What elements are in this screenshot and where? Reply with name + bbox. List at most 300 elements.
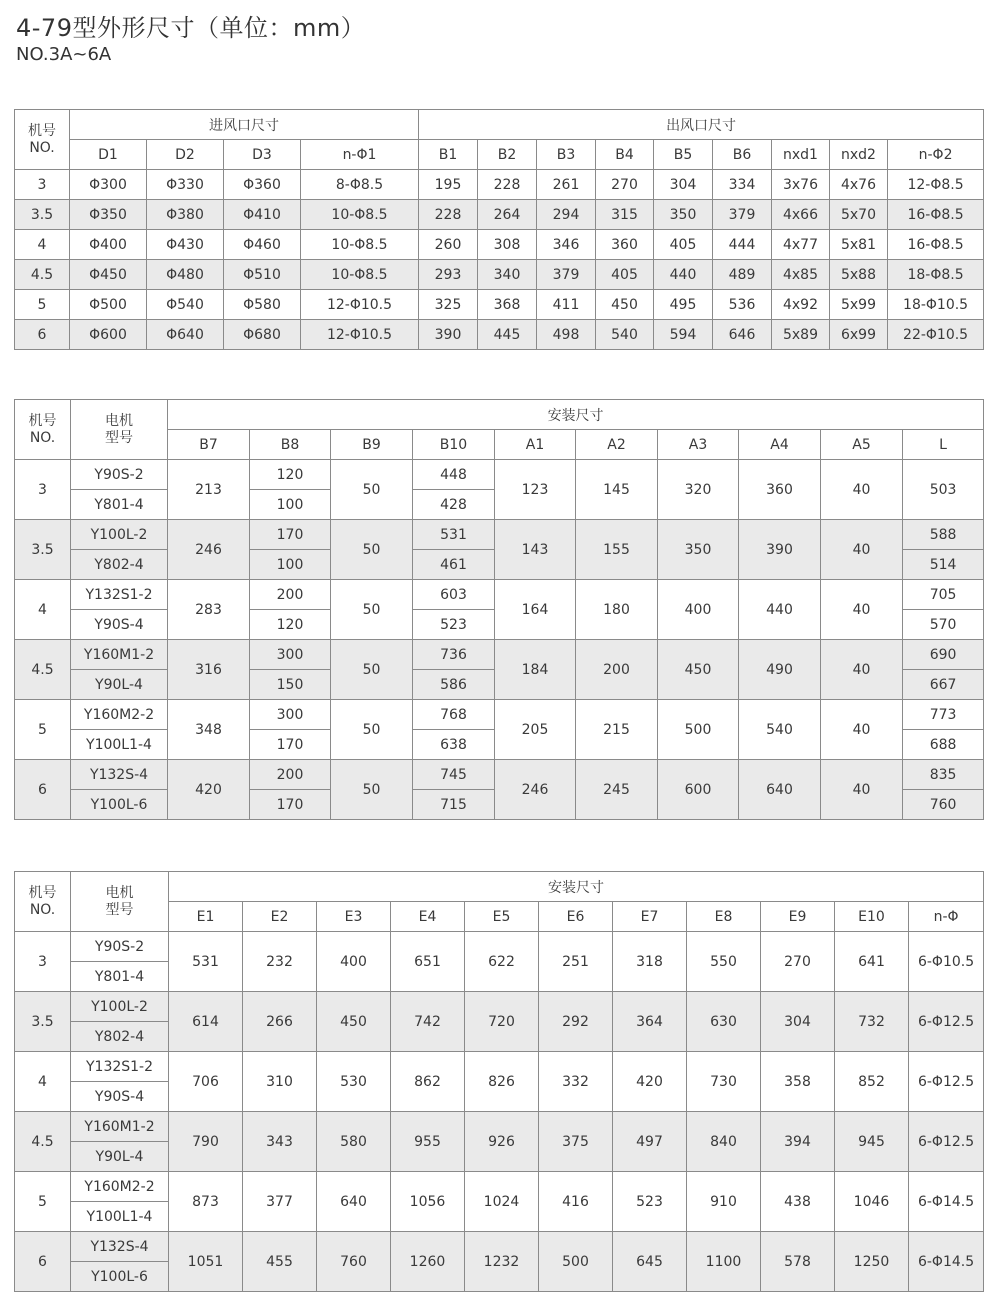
value-cell: 379: [537, 260, 596, 290]
motor-model-cell: Y160M1-2: [71, 1112, 169, 1142]
value-cell: 1046: [835, 1172, 909, 1232]
column-header: n-Φ: [909, 902, 984, 932]
value-cell: 603: [413, 580, 495, 610]
machine-no-header-line1: 机号: [28, 884, 57, 901]
column-header: E6: [539, 902, 613, 932]
column-header: E10: [835, 902, 909, 932]
value-cell: 293: [419, 260, 478, 290]
column-header: nxd1: [772, 140, 830, 170]
machine-no-header-line2: NO.: [29, 139, 55, 156]
value-cell: 720: [465, 992, 539, 1052]
machine-no-cell: 5: [15, 700, 71, 760]
value-cell: 100: [250, 490, 331, 520]
value-cell: 390: [739, 520, 821, 580]
value-cell: 411: [537, 290, 596, 320]
value-cell: 715: [413, 790, 495, 820]
machine-no-cell: 4.5: [15, 260, 70, 290]
machine-no-cell: 5: [15, 290, 70, 320]
value-cell: Φ680: [224, 320, 301, 350]
outlet-group-header: 出风口尺寸: [419, 110, 984, 140]
value-cell: Φ540: [147, 290, 224, 320]
value-cell: 170: [250, 730, 331, 760]
value-cell: 498: [537, 320, 596, 350]
machine-no-cell: 3: [15, 932, 71, 992]
machine-no-header: [15, 400, 71, 460]
value-cell: 170: [250, 790, 331, 820]
column-header: E1: [169, 902, 243, 932]
machine-no-cell: 6: [15, 320, 70, 350]
value-cell: 448: [413, 460, 495, 490]
value-cell: 523: [413, 610, 495, 640]
table-row: [15, 260, 984, 290]
value-cell: 440: [739, 580, 821, 640]
table-row: [15, 460, 984, 490]
value-cell: 455: [243, 1232, 317, 1292]
value-cell: 400: [317, 932, 391, 992]
value-cell: 945: [835, 1112, 909, 1172]
value-cell: 200: [250, 580, 331, 610]
motor-model-cell: Y802-4: [71, 550, 168, 580]
value-cell: Φ410: [224, 200, 301, 230]
value-cell: 340: [478, 260, 537, 290]
motor-model-cell: Y160M2-2: [71, 700, 168, 730]
table-row: [15, 1112, 984, 1142]
value-cell: 450: [317, 992, 391, 1052]
value-cell: 500: [658, 700, 739, 760]
value-cell: 10-Φ8.5: [301, 260, 419, 290]
column-header: E2: [243, 902, 317, 932]
column-header: B5: [654, 140, 713, 170]
column-header: A3: [658, 430, 739, 460]
value-cell: 143: [495, 520, 576, 580]
column-header: E4: [391, 902, 465, 932]
value-cell: 50: [331, 580, 413, 640]
value-cell: 530: [317, 1052, 391, 1112]
value-cell: 742: [391, 992, 465, 1052]
value-cell: 1100: [687, 1232, 761, 1292]
value-cell: 5x99: [830, 290, 888, 320]
table-row: [15, 200, 984, 230]
value-cell: 651: [391, 932, 465, 992]
machine-no-header: [15, 110, 70, 170]
value-cell: 360: [739, 460, 821, 520]
value-cell: 100: [250, 550, 331, 580]
value-cell: 310: [243, 1052, 317, 1112]
machine-no-cell: 4: [15, 580, 71, 640]
value-cell: 1232: [465, 1232, 539, 1292]
value-cell: 705: [903, 580, 984, 610]
value-cell: 450: [596, 290, 654, 320]
value-cell: 614: [169, 992, 243, 1052]
value-cell: 50: [331, 640, 413, 700]
value-cell: 215: [576, 700, 658, 760]
value-cell: 346: [537, 230, 596, 260]
motor-model-cell: Y100L-2: [71, 992, 169, 1022]
value-cell: 826: [465, 1052, 539, 1112]
value-cell: 420: [168, 760, 250, 820]
value-cell: 645: [613, 1232, 687, 1292]
value-cell: 536: [713, 290, 772, 320]
column-header: A2: [576, 430, 658, 460]
table-row: [15, 290, 984, 320]
value-cell: 1250: [835, 1232, 909, 1292]
value-cell: 736: [413, 640, 495, 670]
machine-no-cell: 4: [15, 1052, 71, 1112]
value-cell: 12-Φ10.5: [301, 290, 419, 320]
value-cell: 228: [478, 170, 537, 200]
column-header: D3: [224, 140, 301, 170]
value-cell: 292: [539, 992, 613, 1052]
value-cell: 200: [250, 760, 331, 790]
value-cell: 16-Φ8.5: [888, 200, 984, 230]
machine-no-header-line2: NO.: [29, 901, 56, 918]
value-cell: 300: [250, 700, 331, 730]
motor-model-cell: Y802-4: [71, 1022, 169, 1052]
value-cell: 22-Φ10.5: [888, 320, 984, 350]
value-cell: 261: [537, 170, 596, 200]
value-cell: 840: [687, 1112, 761, 1172]
value-cell: 1056: [391, 1172, 465, 1232]
value-cell: 690: [903, 640, 984, 670]
motor-model-cell: Y801-4: [71, 962, 169, 992]
value-cell: Φ600: [70, 320, 147, 350]
machine-no-cell: 3.5: [15, 200, 70, 230]
value-cell: 40: [821, 520, 903, 580]
value-cell: 270: [761, 932, 835, 992]
value-cell: 18-Φ10.5: [888, 290, 984, 320]
value-cell: 773: [903, 700, 984, 730]
motor-model-cell: Y90S-4: [71, 1082, 169, 1112]
table-row: [15, 992, 984, 1022]
value-cell: 170: [250, 520, 331, 550]
value-cell: 570: [903, 610, 984, 640]
column-header: D1: [70, 140, 147, 170]
value-cell: 732: [835, 992, 909, 1052]
value-cell: 350: [654, 200, 713, 230]
value-cell: 50: [331, 700, 413, 760]
value-cell: 630: [687, 992, 761, 1052]
column-header: B2: [478, 140, 537, 170]
value-cell: 6-Φ12.5: [909, 1112, 984, 1172]
value-cell: 251: [539, 932, 613, 992]
column-header: D2: [147, 140, 224, 170]
value-cell: Φ500: [70, 290, 147, 320]
value-cell: 667: [903, 670, 984, 700]
page-title: 4-79型外形尺寸（单位：mm）: [16, 14, 366, 42]
motor-model-cell: Y132S1-2: [71, 580, 168, 610]
value-cell: 450: [658, 640, 739, 700]
value-cell: Φ350: [70, 200, 147, 230]
value-cell: 40: [821, 580, 903, 640]
column-header: n-Φ1: [301, 140, 419, 170]
value-cell: 308: [478, 230, 537, 260]
installation-dimensions-table-e: [14, 871, 984, 1292]
table-row: [15, 700, 984, 730]
value-cell: 405: [654, 230, 713, 260]
value-cell: 3x76: [772, 170, 830, 200]
value-cell: 6-Φ10.5: [909, 932, 984, 992]
value-cell: Φ450: [70, 260, 147, 290]
value-cell: 910: [687, 1172, 761, 1232]
value-cell: 343: [243, 1112, 317, 1172]
value-cell: Φ380: [147, 200, 224, 230]
column-header: E8: [687, 902, 761, 932]
value-cell: 550: [687, 932, 761, 992]
value-cell: 489: [713, 260, 772, 290]
column-header: B3: [537, 140, 596, 170]
column-header: B1: [419, 140, 478, 170]
value-cell: 490: [739, 640, 821, 700]
motor-model-header-line1: 电机: [105, 884, 134, 901]
value-cell: 768: [413, 700, 495, 730]
value-cell: 12-Φ8.5: [888, 170, 984, 200]
column-header: B4: [596, 140, 654, 170]
value-cell: 531: [169, 932, 243, 992]
value-cell: 420: [613, 1052, 687, 1112]
value-cell: 332: [539, 1052, 613, 1112]
value-cell: 120: [250, 460, 331, 490]
value-cell: 760: [903, 790, 984, 820]
machine-no-header-line1: 机号: [28, 122, 56, 139]
table-row: [15, 580, 984, 610]
value-cell: 6-Φ14.5: [909, 1172, 984, 1232]
column-header: L: [903, 430, 984, 460]
motor-model-header-line2: 型号: [105, 901, 134, 918]
value-cell: 40: [821, 640, 903, 700]
machine-no-cell: 3.5: [15, 992, 71, 1052]
value-cell: 360: [596, 230, 654, 260]
value-cell: 246: [168, 520, 250, 580]
value-cell: 40: [821, 460, 903, 520]
column-header: E5: [465, 902, 539, 932]
value-cell: 318: [613, 932, 687, 992]
column-header: nxd2: [830, 140, 888, 170]
value-cell: 205: [495, 700, 576, 760]
value-cell: 4x66: [772, 200, 830, 230]
value-cell: Φ580: [224, 290, 301, 320]
value-cell: 580: [317, 1112, 391, 1172]
table-row: [15, 640, 984, 670]
value-cell: Φ510: [224, 260, 301, 290]
value-cell: 40: [821, 700, 903, 760]
column-header: B9: [331, 430, 413, 460]
column-header: A1: [495, 430, 576, 460]
value-cell: 405: [596, 260, 654, 290]
motor-model-header-line2: 型号: [105, 429, 133, 446]
value-cell: 5x70: [830, 200, 888, 230]
machine-no-cell: 6: [15, 760, 71, 820]
column-header: B7: [168, 430, 250, 460]
value-cell: 578: [761, 1232, 835, 1292]
value-cell: 745: [413, 760, 495, 790]
install-group-header: 安装尺寸: [169, 872, 984, 902]
column-header: n-Φ2: [888, 140, 984, 170]
value-cell: 245: [576, 760, 658, 820]
machine-no-cell: 4.5: [15, 640, 71, 700]
value-cell: 926: [465, 1112, 539, 1172]
value-cell: 16-Φ8.5: [888, 230, 984, 260]
value-cell: 195: [419, 170, 478, 200]
value-cell: 294: [537, 200, 596, 230]
value-cell: 640: [317, 1172, 391, 1232]
machine-no-cell: 3: [15, 460, 71, 520]
value-cell: 500: [539, 1232, 613, 1292]
value-cell: 18-Φ8.5: [888, 260, 984, 290]
motor-model-cell: Y90S-4: [71, 610, 168, 640]
value-cell: 377: [243, 1172, 317, 1232]
value-cell: 368: [478, 290, 537, 320]
inlet-outlet-dimensions-table: [14, 109, 984, 350]
column-header: E7: [613, 902, 687, 932]
value-cell: 640: [739, 760, 821, 820]
value-cell: 350: [658, 520, 739, 580]
motor-model-cell: Y100L1-4: [71, 730, 168, 760]
value-cell: 200: [576, 640, 658, 700]
value-cell: 646: [713, 320, 772, 350]
column-header: E9: [761, 902, 835, 932]
value-cell: 514: [903, 550, 984, 580]
value-cell: 955: [391, 1112, 465, 1172]
value-cell: 444: [713, 230, 772, 260]
table-row: [15, 1232, 984, 1262]
value-cell: 503: [903, 460, 984, 520]
value-cell: 266: [243, 992, 317, 1052]
value-cell: 300: [250, 640, 331, 670]
value-cell: 394: [761, 1112, 835, 1172]
motor-model-header: [71, 872, 169, 932]
motor-model-header: [71, 400, 168, 460]
value-cell: 760: [317, 1232, 391, 1292]
value-cell: 246: [495, 760, 576, 820]
motor-model-cell: Y90S-2: [71, 460, 168, 490]
motor-model-cell: Y90S-2: [71, 932, 169, 962]
value-cell: 348: [168, 700, 250, 760]
value-cell: 400: [658, 580, 739, 640]
install-group-header: 安装尺寸: [168, 400, 984, 430]
value-cell: Φ430: [147, 230, 224, 260]
value-cell: 495: [654, 290, 713, 320]
value-cell: 390: [419, 320, 478, 350]
value-cell: 4x85: [772, 260, 830, 290]
value-cell: 304: [761, 992, 835, 1052]
value-cell: 315: [596, 200, 654, 230]
value-cell: 6-Φ14.5: [909, 1232, 984, 1292]
value-cell: 334: [713, 170, 772, 200]
value-cell: 358: [761, 1052, 835, 1112]
motor-model-cell: Y90L-4: [71, 670, 168, 700]
value-cell: 4x92: [772, 290, 830, 320]
value-cell: 835: [903, 760, 984, 790]
value-cell: 594: [654, 320, 713, 350]
value-cell: 531: [413, 520, 495, 550]
value-cell: Φ480: [147, 260, 224, 290]
motor-model-cell: Y132S-4: [71, 1232, 169, 1262]
table-row: [15, 1052, 984, 1082]
column-header: E3: [317, 902, 391, 932]
value-cell: 540: [739, 700, 821, 760]
value-cell: Φ360: [224, 170, 301, 200]
value-cell: 123: [495, 460, 576, 520]
value-cell: 379: [713, 200, 772, 230]
machine-no-cell: 3: [15, 170, 70, 200]
value-cell: 586: [413, 670, 495, 700]
value-cell: 12-Φ10.5: [301, 320, 419, 350]
motor-model-cell: Y132S1-2: [71, 1052, 169, 1082]
motor-model-cell: Y100L-6: [71, 790, 168, 820]
installation-dimensions-table-a: [14, 399, 984, 820]
value-cell: 40: [821, 760, 903, 820]
value-cell: 4x76: [830, 170, 888, 200]
value-cell: Φ300: [70, 170, 147, 200]
machine-no-cell: 4.5: [15, 1112, 71, 1172]
column-header: B6: [713, 140, 772, 170]
value-cell: 790: [169, 1112, 243, 1172]
value-cell: 428: [413, 490, 495, 520]
value-cell: 6x99: [830, 320, 888, 350]
value-cell: 5x89: [772, 320, 830, 350]
motor-model-header-line1: 电机: [105, 412, 133, 429]
motor-model-cell: Y132S-4: [71, 760, 168, 790]
inlet-group-header: 进风口尺寸: [70, 110, 419, 140]
page-subtitle: NO.3A~6A: [16, 44, 112, 65]
value-cell: 445: [478, 320, 537, 350]
value-cell: 730: [687, 1052, 761, 1112]
value-cell: 325: [419, 290, 478, 320]
machine-no-cell: 4: [15, 230, 70, 260]
value-cell: 688: [903, 730, 984, 760]
motor-model-cell: Y160M1-2: [71, 640, 168, 670]
motor-model-cell: Y160M2-2: [71, 1172, 169, 1202]
value-cell: 873: [169, 1172, 243, 1232]
machine-no-header-line2: NO.: [29, 429, 56, 446]
value-cell: 5x81: [830, 230, 888, 260]
value-cell: 213: [168, 460, 250, 520]
value-cell: 232: [243, 932, 317, 992]
value-cell: 120: [250, 610, 331, 640]
table-row: [15, 320, 984, 350]
value-cell: 164: [495, 580, 576, 640]
motor-model-cell: Y801-4: [71, 490, 168, 520]
motor-model-cell: Y100L-6: [71, 1262, 169, 1292]
value-cell: 283: [168, 580, 250, 640]
value-cell: 10-Φ8.5: [301, 230, 419, 260]
value-cell: 6-Φ12.5: [909, 992, 984, 1052]
value-cell: 50: [331, 760, 413, 820]
value-cell: 145: [576, 460, 658, 520]
table-row: [15, 520, 984, 550]
machine-no-cell: 5: [15, 1172, 71, 1232]
column-header: A5: [821, 430, 903, 460]
motor-model-cell: Y90L-4: [71, 1142, 169, 1172]
column-header: A4: [739, 430, 821, 460]
value-cell: 375: [539, 1112, 613, 1172]
column-header: B10: [413, 430, 495, 460]
value-cell: 320: [658, 460, 739, 520]
value-cell: 622: [465, 932, 539, 992]
value-cell: 264: [478, 200, 537, 230]
table-row: [15, 170, 984, 200]
value-cell: 641: [835, 932, 909, 992]
table-row: [15, 760, 984, 790]
value-cell: 150: [250, 670, 331, 700]
motor-model-cell: Y100L1-4: [71, 1202, 169, 1232]
value-cell: 228: [419, 200, 478, 230]
machine-no-header: [15, 872, 71, 932]
value-cell: 588: [903, 520, 984, 550]
machine-no-cell: 6: [15, 1232, 71, 1292]
value-cell: Φ640: [147, 320, 224, 350]
value-cell: 438: [761, 1172, 835, 1232]
